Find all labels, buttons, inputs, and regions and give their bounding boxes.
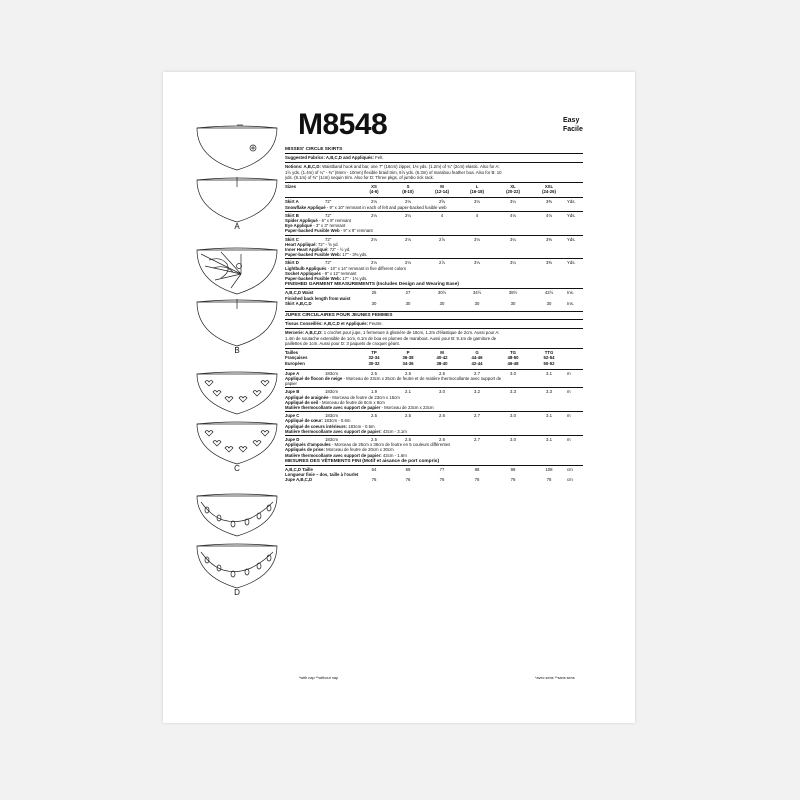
french-sizes-eu: Européen 30-32 34-36 38-40 42-44 46-48 50-52 (285, 360, 555, 366)
french-section-title: JUPES CIRCULAIRES POUR JEUNES FEMMES (285, 313, 583, 320)
english-skirt-a: Skirt A 72" 2⅛ 2⅛ 2⅝ 3⅛ 3¼ 3⅜ Yds. Snowflake Appliqué - 9" x 10" remnant in each of felt and paper-backed fusible web (285, 199, 576, 210)
skirt-b-back-drawing (197, 299, 277, 346)
english-notions: Notions: A,B,C,D: Waistband hook and bar, one 7" (18cm) zipper, 1⅓ yds. (1.2m) of ¾" (2cm) elastic. Also for A: 1½ yds. (1.4m) of ¼" - ⅜" (6mm - 10mm) flexible braid trim, 6⅞ yds. (6.3m) of marabou feather boa. Also for B: 10 yds. (9.1m) of ⅜" (1cm) sequin trim. Also for D: Three pkgs. of jumbo rick rack. (285, 164, 502, 180)
french-finished-measurements: A,B,C,D Taille 64 69 77 88 98 108 cm Longueur finie – dos, taille à l'ourlet Jupe A,B,C,D 76 76 76 76 76 76 cm (285, 466, 573, 483)
figure-label-b: B (234, 346, 240, 355)
english-section-title: MISSES' CIRCLE SKIRTS (285, 147, 583, 154)
french-fabrics: Tissus Conseillés: A,B,C,D et Appliqués: Feutre. (285, 321, 383, 327)
skirt-d-back-drawing (197, 544, 277, 588)
skirt-a-front-drawing (197, 125, 277, 170)
english-finished-measurements: A,B,C,D Waist 25 27 30½ 34½ 38½ 42½ Ins. Finished back length from waist Skirt A,B,C,D 30 30 30 30 30 30 Ins. (285, 290, 574, 306)
english-skirt-c: Skirt C 72" 2⅛ 2⅛ 2⅞ 3⅛ 3¼ 3⅜ Yds. Heart Appliqué: 72" - ⅝ yd. Inner Heart Appliqué: 72" - ½ yd. Paper-backed Fusible Web: 17" - 3⅜ yds. (285, 236, 576, 258)
skirt-technical-drawings (191, 72, 291, 723)
pattern-number: M8548 (298, 108, 388, 141)
footnote-english: *with nap **without nap (299, 676, 339, 680)
french-skirt-c: Jupe C 183cm 2.5 2.5 2.6 2.7 3.0 3.1 m Appliqué de cœur: 183cm - 0.6m Appliqué de coeurs intérieurs: 183cm - 0.5m Matière thermocollante avec support de papier: 43cm - 3.1m (285, 413, 571, 434)
pattern-details (285, 146, 583, 483)
english-fabrics: Suggested Fabrics: A,B,C,D and Appliqués: Felt. (285, 155, 384, 161)
french-skirt-a: Jupe A 183cm 2.5 2.5 2.6 2.7 3.0 3.1 m Appliqué de flocon de neige - Morceau de 23cm x 25cm de feutre et de matière thermocollante avec support de papier (285, 370, 571, 387)
english-size-header: Sizes XS S M L XL XXL (285, 184, 554, 190)
english-skirt-b: Skirt B 72" 2⅛ 2¼ 4 4 4⅛ 4⅛ Yds. Spider Appliqué - 6" x 9" remnant Eye Appliqué - 3" x 3" remnant Paper-backed Fusible Web - 9" x 9" remnant (285, 212, 576, 234)
skirt-c-back-drawing (197, 422, 277, 464)
skirt-c-front-drawing (197, 372, 277, 414)
french-skirt-b: Jupe B 183cm 1.9 2.1 3.0 3.2 3.3 3.3 m Appliqué de araignée - Morceau de feutre de 23cm x 15cm Appliqué de oeil - Morceau de feutre de 8cm x 8cm Matière thermocollante avec support de papier - Morceau de 23cm x 23cm (285, 389, 571, 410)
figure-label-c: C (234, 464, 240, 473)
french-sizes-fr: Françaises 32-34 36-38 40-42 44-46 48-50 52-54 (285, 355, 555, 361)
skirt-a-back-drawing (197, 177, 277, 222)
level-french: Facile (563, 126, 583, 133)
pattern-envelope-back (163, 72, 635, 723)
difficulty-level (563, 116, 583, 134)
skirt-d-front-drawing (197, 494, 277, 536)
skirt-b-front-drawing (197, 248, 277, 294)
french-size-header: Tailles TP P M G TG TTG (285, 350, 554, 356)
figure-label-a: A (234, 222, 240, 231)
french-finished-title: MESURES DES VÊTEMENTS FINI (Motif et aisance de port compris) (285, 459, 583, 466)
footnote-french: *avec sens **sans sens (535, 676, 575, 680)
french-skirt-d: Jupe D 183cm 2.5 2.5 2.6 2.7 3.0 3.1 m Appliqués d'ampoules - Morceau de 25cm x 36cm de feutre en 5 couleurs différentes Appliqués de prise: Morceau de feutre de 20cm x 30cm Matière thermocollante avec support de papier: 43cm - 1.6m (285, 436, 571, 458)
english-finished-title: FINISHED GARMENT MEASUREMENTS (Includes Design and Wearing Ease) (285, 282, 583, 289)
english-skirt-d: Skirt D 72" 2⅛ 2⅛ 2⅞ 3⅛ 3¼ 3⅜ Yds. Lightbulb Appliqués - 10" x 14" remnant in five different colors Socket Appliqués - 8" x 12" remnant Paper-backed Fusible Web: 17" - 1¾ yds. (285, 260, 576, 282)
level-english: Easy (563, 117, 580, 124)
english-size-ranges: (4-6) (8-10) (12-14) (16-18) (20-22) (24-26) (369, 189, 556, 195)
french-notions: Mercerie: A,B,C,D: 1 crochet pour jupe, 1 fermeture à glissière de 18cm, 1.2m d'élastique de 2cm. Aussi pour A: 1.4m de soutache extensible de 1cm, 6.1m de boa en plumes de marabout. Aussi pour B: 9.1m de garniture de paillettes de 1cm. Aussi pour D: 3 paquets de croquet géant. (285, 330, 500, 346)
figure-label-d: D (234, 588, 240, 597)
